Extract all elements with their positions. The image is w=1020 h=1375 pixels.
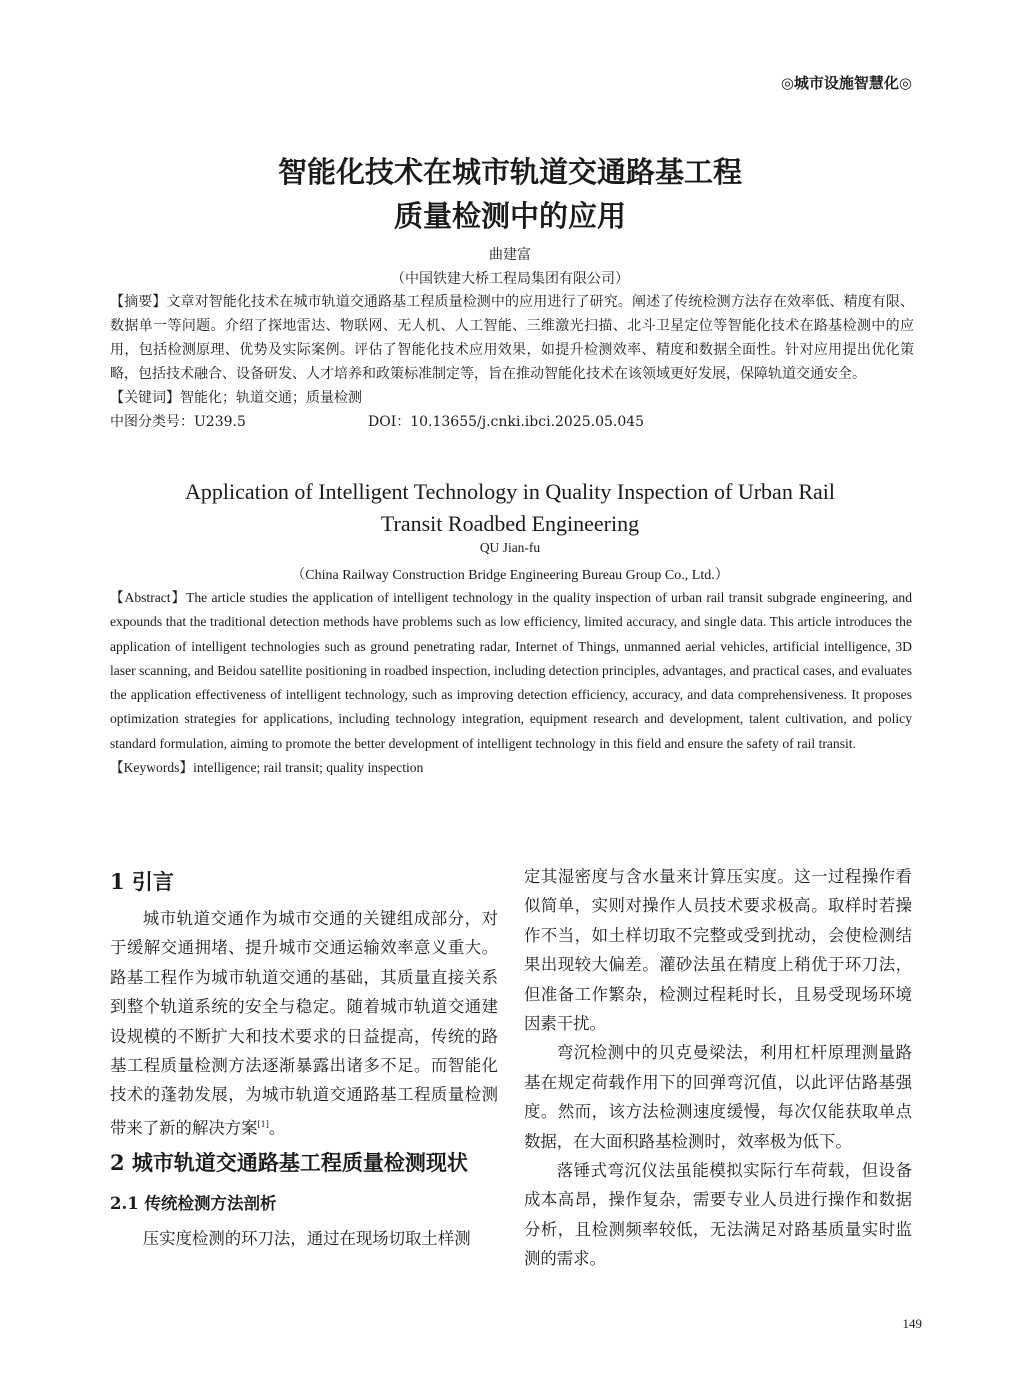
title-en-line-2: Transit Roadbed Engineering (380, 511, 640, 536)
abstract-cn-text: 文章对智能化技术在城市轨道交通路基工程质量检测中的应用进行了研究。阐述了传统检测方法存在效率低、精度有限、数据单一等问题。介绍了探地雷达、物联网、无人机、人工智能、三维激光扫描、北斗卫星定位等智能化技术在路基检测中的应用，包括检测原理、优势及实际案例。评估了智能化技术应用效果，如提升检测效率、精度和数据全面性。针对应用提出优化策略，包括技术融合、设备研发、人才培养和政策标准制定等，旨在推动智能化技术在该领域更好发展，保障轨道交通安全。 (110, 294, 915, 382)
author-cn: 曲建富 (489, 247, 531, 263)
abstract-cn-label: 【摘要】 (110, 294, 167, 310)
keywords-cn-label: 【关键词】 (110, 390, 180, 406)
abstract-cn (110, 290, 914, 434)
section-1-text: 城市轨道交通作为城市交通的关键组成部分，对于缓解交通拥堵、提升城市交通运输效率意义重大。路基工程作为城市轨道交通的基础，其质量直接关系到整个轨道系统的安全与稳定。随着城市轨道交通建设规模的不断扩大和技术要求的日益提高，传统的路基工程质量检测方法逐渐暴露出诸多不足。而智能化技术的蓬勃发展，为城市轨道交通路基工程质量检测带来了新的解决方案 (110, 909, 498, 1138)
affiliation-cn: （中国铁建大桥工程局集团有限公司） (391, 271, 629, 287)
citation-ref: [1] (257, 1119, 269, 1129)
section-2-heading: 2 城市轨道交通路基工程质量检测现状 (110, 1149, 468, 1175)
title-en (0, 476, 1020, 540)
paragraph-beckman: 弯沉检测中的贝克曼梁法，利用杠杆原理测量路基在规定荷载作用下的回弹弯沉值，以此评估路基强度。然而，该方法检测速度缓慢，每次仅能获取单点数据，在大面积路基检测时，效率极为低下。 (524, 1043, 912, 1151)
paragraph-fwd: 落锤式弯沉仪法虽能模拟实际行车荷载，但设备成本高昂，操作复杂，需要专业人员进行操作和数据分析，且检测频率较低，无法满足对路基质量实时监测的需求。 (524, 1161, 912, 1269)
page-number: 149 (902, 1316, 922, 1331)
abstract-en-label: 【Abstract】 (110, 590, 187, 605)
author-en: QU Jian-fu (479, 540, 541, 555)
column-tag: ◎城市设施智慧化◎ (780, 74, 912, 92)
body-column-left (110, 862, 498, 1254)
section-2-1-heading: 2.1 传统检测方法剖析 (110, 1193, 277, 1213)
keywords-en-label: 【Keywords】 (110, 760, 194, 776)
title-cn-line-1: 智能化技术在城市轨道交通路基工程 (277, 155, 742, 189)
keywords-en: intelligence; rail transit; quality inspection (193, 760, 424, 776)
section-1-paragraph (110, 904, 498, 1143)
keywords-cn: 智能化；轨道交通；质量检测 (180, 390, 362, 406)
title-cn (0, 150, 1020, 238)
title-en-line-1: Application of Intelligent Technology in Quality Inspection of Urban Rail (185, 479, 835, 504)
paragraph-ring-knife-start: 压实度检测的环刀法，通过在现场切取土样测 (142, 1229, 471, 1249)
section-1-end: 。 (268, 1118, 286, 1138)
abstract-en (110, 586, 912, 780)
affiliation-en: （China Railway Construction Bridge Engineering Bureau Group Co., Ltd.） (291, 568, 729, 583)
section-1-heading: 1 引言 (110, 869, 174, 894)
clc-number: 中图分类号：U239.5 (110, 414, 246, 430)
abstract-en-text: The article studies the application of intelligent technology in the quality inspection of urban rail transit subgrade engineering, and expounds that the traditional detection methods have problems such as low efficiency, limited accuracy, and single data. This article introduces the application of intelligent technologies such as ground penetrating radar, Internet of Things, unmanned aerial vehicles, artificial intelligence, 3D laser scanning, and Beidou satellite positioning in roadbed inspection, including detection principles, advantages, and practical cases, and evaluates the application effectiveness of intelligent technology, such as improving detection efficiency, accuracy, and data comprehensiveness. It proposes optimization strategies for applications, including technology integration, equipment research and development, talent cultivation, and policy standard formulation, aiming to promote the better development of intelligent technology in this field and ensure the safety of rail transit. (110, 590, 912, 751)
body-column-right (524, 862, 912, 1274)
doi: DOI：10.13655/j.cnki.ibci.2025.05.045 (368, 414, 645, 430)
title-cn-line-2: 质量检测中的应用 (393, 199, 626, 233)
paragraph-ring-knife-cont: 定其湿密度与含水量来计算压实度。这一过程操作看似简单，实则对操作人员技术要求极高。取样时若操作不当，如土样切取不完整或受到扰动，会使检测结果出现较大偏差。灌砂法虽在精度上稍优于环刀法，但准备工作繁杂，检测过程耗时长，且易受现场环境因素干扰。 (524, 867, 912, 1034)
